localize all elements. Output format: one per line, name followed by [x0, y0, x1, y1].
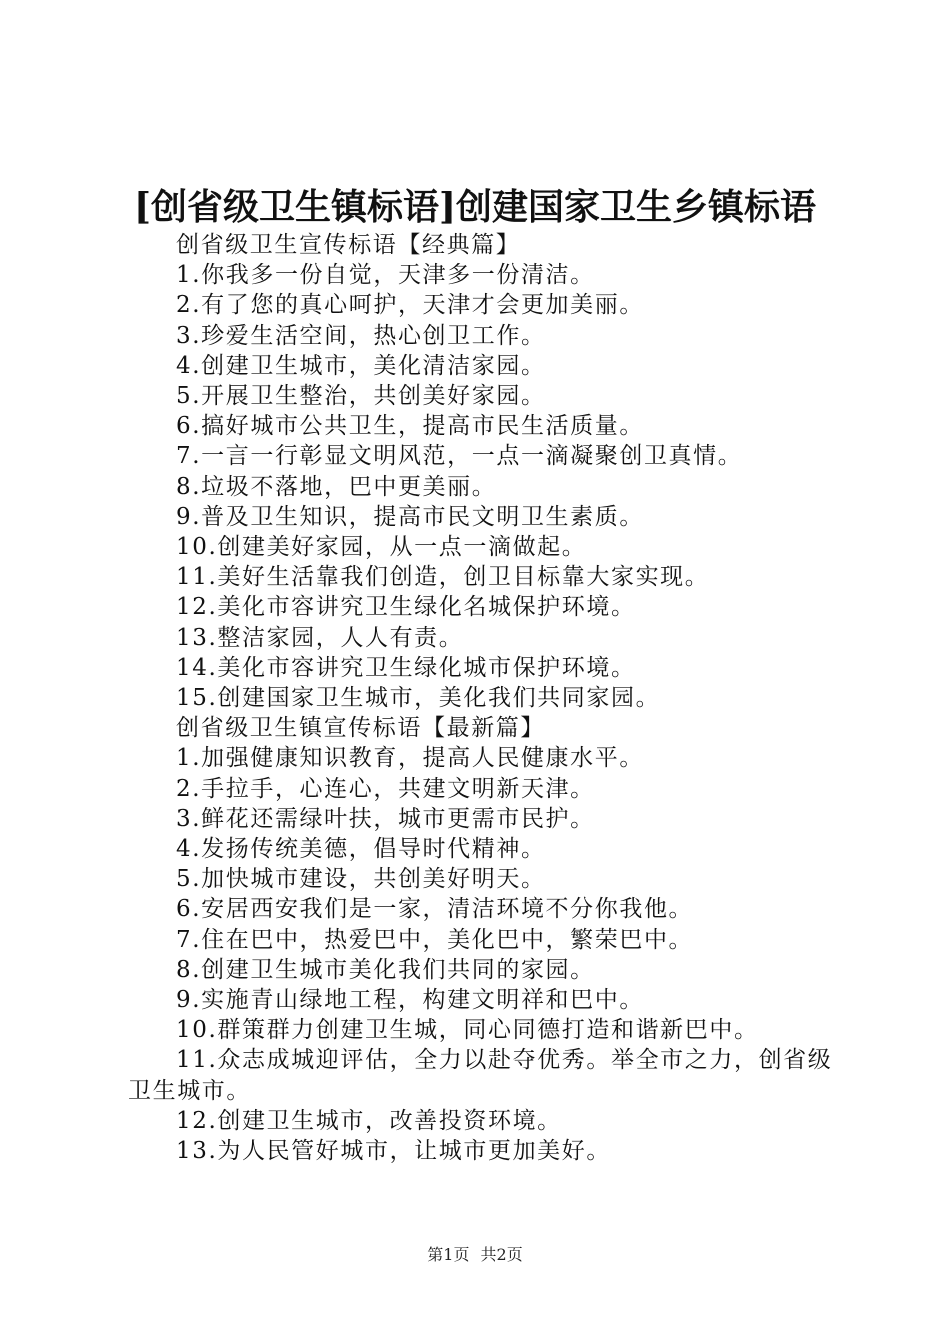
- slogan-line: 3.鲜花还需绿叶扶，城市更需市民护。: [176, 805, 595, 832]
- slogan-line: 1.你我多一份自觉，天津多一份清洁。: [176, 262, 595, 289]
- slogan-line: 5.加快城市建设，共创美好明天。: [176, 866, 546, 893]
- slogan-line: 11.众志成城迎评估，全力以赴夺优秀。举全市之力，创省级卫生城市。: [128, 1047, 833, 1104]
- slogan-line: 14.美化市容讲究卫生绿化城市保护环境。: [176, 654, 636, 681]
- slogan-line: 6.搞好城市公共卫生，提高市民生活质量。: [176, 413, 644, 440]
- slogan-line: 1.加强健康知识教育，提高人民健康水平。: [176, 745, 644, 772]
- slogan-line: 13.为人民管好城市，让城市更加美好。: [176, 1138, 611, 1165]
- document-title: [创省级卫生镇标语]创建国家卫生乡镇标语: [133, 186, 817, 228]
- slogan-line: 9.实施青山绿地工程，构建文明祥和巴中。: [176, 987, 644, 1014]
- slogan-line: 12.创建卫生城市，改善投资环境。: [176, 1107, 562, 1134]
- page-total: 共2页: [480, 1245, 523, 1264]
- slogan-line: 3.珍爱生活空间，热心创卫工作。: [176, 322, 546, 349]
- slogan-line: 5.开展卫生整治，共创美好家园。: [176, 383, 546, 410]
- section-heading: 创省级卫生镇宣传标语【最新篇】: [176, 715, 545, 742]
- slogan-line: 6.安居西安我们是一家，清洁环境不分你我他。: [176, 896, 694, 923]
- slogan-line: 8.垃圾不落地，巴中更美丽。: [176, 473, 497, 500]
- page-footer: [0, 1244, 950, 1266]
- page-number: 第1页: [427, 1245, 470, 1264]
- slogan-line: 15.创建国家卫生城市，美化我们共同家园。: [176, 685, 661, 712]
- slogan-line: 7.一言一行彰显文明风范，一点一滴凝聚创卫真情。: [176, 443, 743, 470]
- slogan-line: 13.整洁家园，人人有责。: [176, 624, 464, 651]
- document-body: [128, 230, 833, 1166]
- slogan-line: 10.创建美好家园，从一点一滴做起。: [176, 534, 587, 561]
- slogan-line: 9.普及卫生知识，提高市民文明卫生素质。: [176, 503, 644, 530]
- slogan-line: 11.美好生活靠我们创造，创卫目标靠大家实现。: [176, 564, 710, 591]
- slogan-line: 12.美化市容讲究卫生绿化名城保护环境。: [176, 594, 636, 621]
- slogan-line: 10.群策群力创建卫生城，同心同德打造和谐新巴中。: [176, 1017, 759, 1044]
- slogan-line: 7.住在巴中，热爱巴中，美化巴中，繁荣巴中。: [176, 926, 694, 953]
- section-heading: 创省级卫生宣传标语【经典篇】: [176, 232, 521, 258]
- slogan-line: 4.发扬传统美德，倡导时代精神。: [176, 836, 546, 863]
- slogan-line: 2.手拉手，心连心，共建文明新天津。: [176, 775, 595, 802]
- slogan-line: 4.创建卫生城市，美化清洁家园。: [176, 352, 546, 379]
- slogan-line: 2.有了您的真心呵护，天津才会更加美丽。: [176, 292, 644, 319]
- slogan-line: 8.创建卫生城市美化我们共同的家园。: [176, 956, 595, 983]
